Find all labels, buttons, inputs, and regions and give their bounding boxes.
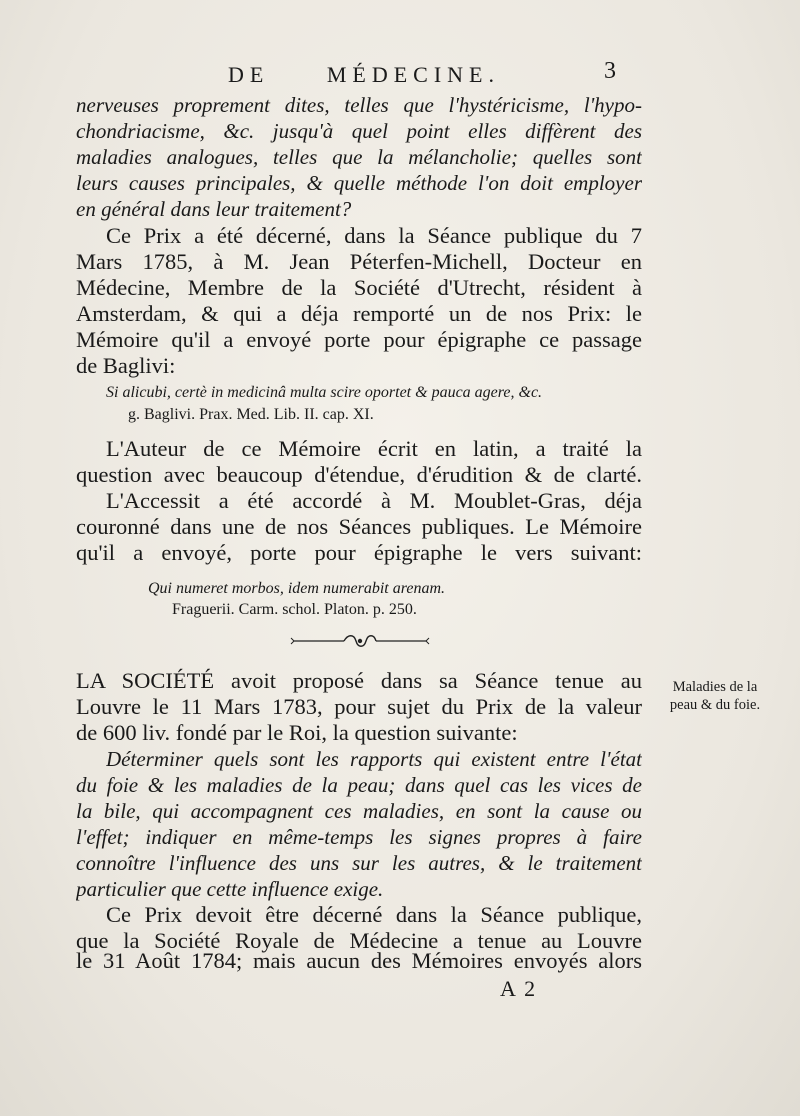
text-line: particulier que cette influence exige. (76, 877, 384, 901)
page-number: 3 (604, 58, 616, 84)
margin-note-line: peau & du foie. (669, 697, 761, 713)
margin-note-line: Maladies de la (672, 679, 758, 695)
text-line: que la Société Royale de Médecine a tenue au Louvre (76, 928, 642, 953)
text-line: maladies analogues, telles que la mélancholie; quelles sont (76, 145, 642, 169)
text-line: du foie & les maladies de la peau; dans quel cas les vices de (76, 773, 642, 797)
text-line: en général dans leur traitement? (76, 197, 352, 221)
text-line: connoître l'influence des uns sur les autres, & le traitement (76, 851, 642, 875)
text-line: Amsterdam, & qui a déja remporté un de nos Prix: le (76, 301, 642, 326)
text-line: le 31 Août 1784; mais aucun des Mémoires envoyés alors (76, 948, 642, 973)
text-line: l'effet; indiquer en même-temps les signes propres à faire (76, 825, 642, 849)
ornament-divider (290, 632, 430, 650)
text-line: nerveuses proprement dites, telles que l'hystéricisme, l'hypo- (76, 93, 642, 117)
text-line: leurs causes principales, & quelle méthode l'on doit employer (76, 171, 642, 195)
text-line: L'Accessit a été accordé à M. Moublet-Gras, déja (106, 488, 642, 513)
text-line: Mars 1785, à M. Jean Péterfen-Michell, Docteur en (76, 249, 642, 274)
epigraph-quote: Si alicubi, certè in medicinâ multa scire oportet & pauca agere, &c. (106, 384, 543, 401)
text-line: LA SOCIÉTÉ avoit proposé dans sa Séance tenue au (76, 668, 642, 693)
text-line: qu'il a envoyé, porte pour épigraphe le vers suivant: (76, 540, 642, 565)
running-title: DE MÉDECINE. (228, 62, 500, 87)
text-line: de Baglivi: (76, 353, 176, 378)
text-line: couronné dans une de nos Séances publiques. Le Mémoire (76, 514, 642, 539)
text-line: Médecine, Membre de la Société d'Utrecht, résident à (76, 275, 642, 300)
epigraph-source: g. Baglivi. Prax. Med. Lib. II. cap. XI. (128, 406, 374, 423)
margin-note (650, 678, 780, 714)
text-line: chondriacisme, &c. jusqu'à quel point elles diffèrent des (76, 119, 642, 143)
text-line: Déterminer quels sont les rapports qui existent entre l'état (106, 747, 642, 771)
text-line: Louvre le 11 Mars 1783, pour sujet du Prix de la valeur (76, 694, 642, 719)
text-line: de 600 liv. fondé par le Roi, la question suivante: (76, 720, 518, 745)
text-line: L'Auteur de ce Mémoire écrit en latin, a traité la (106, 436, 642, 461)
text-line: Ce Prix devoit être décerné dans la Séance publique, (106, 902, 642, 927)
signature-mark: A 2 (500, 976, 538, 1001)
text-line: question avec beaucoup d'étendue, d'érudition & de clarté. (76, 462, 642, 487)
text-line: la bile, qui accompagnent ces maladies, en sont la cause ou (76, 799, 642, 823)
text-line: Mémoire qu'il a envoyé porte pour épigraphe ce passage (76, 327, 642, 352)
epigraph-quote: Qui numeret morbos, idem numerabit arenam. (148, 580, 446, 597)
text-line: Ce Prix a été décerné, dans la Séance publique du 7 (106, 223, 642, 248)
epigraph-source: Fraguerii. Carm. schol. Platon. p. 250. (172, 601, 417, 618)
